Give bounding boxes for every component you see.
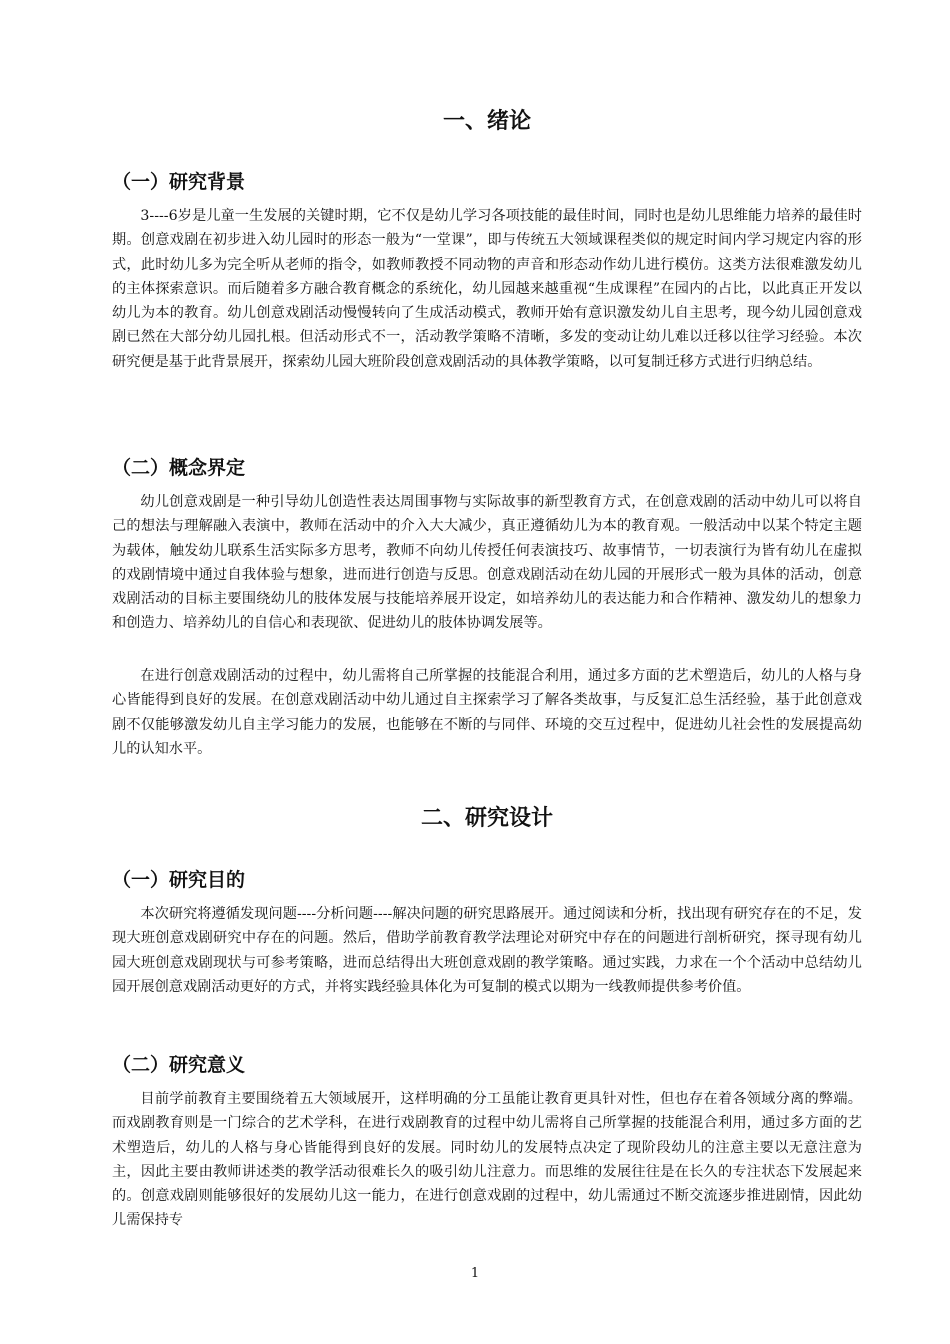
section-heading-purpose: （一）研究目的 — [112, 869, 246, 891]
paragraph-purpose: 本次研究将遵循发现问题----分析问题----解决问题的研究思路展开。通过阅读和分析，找出现有研究存在的不足，发现大班创意戏剧研究中存在的问题。然后，借助学前教育教学法理论对研究中存在的问题进行剖析研究，探寻现有幼儿园大班创意戏剧现状与可参考策略，进而总结得出大班创意戏剧的教学策略。通过实践，力求在一个个活动中总结幼儿园开展创意戏剧活动更好的方式，并将实践经验具体化为可复制的模式以期为一线教师提供参考价值。 — [112, 906, 862, 995]
paragraph-definition-1: 幼儿创意戏剧是一种引导幼儿创造性表达周围事物与实际故事的新型教育方式，在创意戏剧的活动中幼儿可以将自己的想法与理解融入表演中，教师在活动中的介入大大减少，真正遵循幼儿为本的教育观。一般活动中以某个特定主题为载体，触发幼儿联系生活实际多方思考，教师不向幼儿传授任何表演技巧、故事情节，一切表演行为皆有幼儿在虚拟的戏剧情境中通过自我体验与想象，进而进行创造与反思。创意戏剧活动在幼儿园的开展形式一般为具体的活动，创意戏剧活动的目标主要围绕幼儿的肢体发展与技能培养展开设定，如培养幼儿的表达能力和合作精神、激发幼儿的想象力和创造力、培养幼儿的自信心和表现欲、促进幼儿的肢体协调发展等。 — [112, 494, 862, 632]
paragraph-background: 3----6岁是儿童一生发展的关键时期，它不仅是幼儿学习各项技能的最佳时间，同时也是幼儿思维能力培养的最佳时期。创意戏剧在初步进入幼儿园时的形态一般为“一堂课”，即与传统五大领域课程类似的规定时间内学习规定内容的形式，此时幼儿多为完全听从老师的指令，如教师教授不同动物的声音和形态动作幼儿进行模仿。这类方法很难激发幼儿的主体探索意识。而后随着多方融合教育概念的系统化，幼儿园越来越重视“生成课程”在园内的占比，以此真正开发以幼儿为本的教育。幼儿创意戏剧活动慢慢转向了生成活动模式，教师开始有意识激发幼儿自主思考，现今幼儿园创意戏剧已然在大部分幼儿园扎根。但活动形式不一，活动教学策略不清晰，多发的变动让幼儿难以迁移以往学习经验。本次研究便是基于此背景展开，探索幼儿园大班阶段创意戏剧活动的具体教学策略，以可复制迁移方式进行归纳总结。 — [112, 208, 862, 370]
chapter-title-introduction: 一、绪论 — [442, 109, 531, 134]
section-heading-significance: （二）研究意义 — [112, 1054, 246, 1076]
section-heading-background: （一）研究背景 — [112, 171, 246, 193]
page-number: 1 — [470, 1266, 480, 1281]
chapter-title-research-design: 二、研究设计 — [420, 806, 553, 831]
paragraph-definition-2: 在进行创意戏剧活动的过程中，幼儿需将自己所掌握的技能混合利用，通过多方面的艺术塑造后，幼儿的人格与身心皆能得到良好的发展。在创意戏剧活动中幼儿通过自主探索学习了解各类故事，与反复汇总生活经验，基于此创意戏剧不仅能够激发幼儿自主学习能力的发展，也能够在不断的与同伴、环境的交互过程中，促进幼儿社会性的发展提高幼儿的认知水平。 — [112, 668, 862, 757]
section-heading-definition: （二）概念界定 — [112, 457, 246, 479]
paragraph-significance: 目前学前教育主要围绕着五大领域展开，这样明确的分工虽能让教育更具针对性，但也存在着各领域分离的弊端。而戏剧教育则是一门综合的艺术学科，在进行戏剧教育的过程中幼儿需将自己所掌握的技能混合利用，通过多方面的艺术塑造后，幼儿的人格与身心皆能得到良好的发展。同时幼儿的发展特点决定了现阶段幼儿的注意主要以无意注意为主，因此主要由教师讲述类的教学活动很难长久的吸引幼儿注意力。而思维的发展往往是在长久的专注状态下发展起来的。创意戏剧则能够很好的发展幼儿这一能力，在进行创意戏剧的过程中，幼儿需通过不断交流逐步推进剧情，因此幼儿需保持专 — [112, 1091, 862, 1229]
